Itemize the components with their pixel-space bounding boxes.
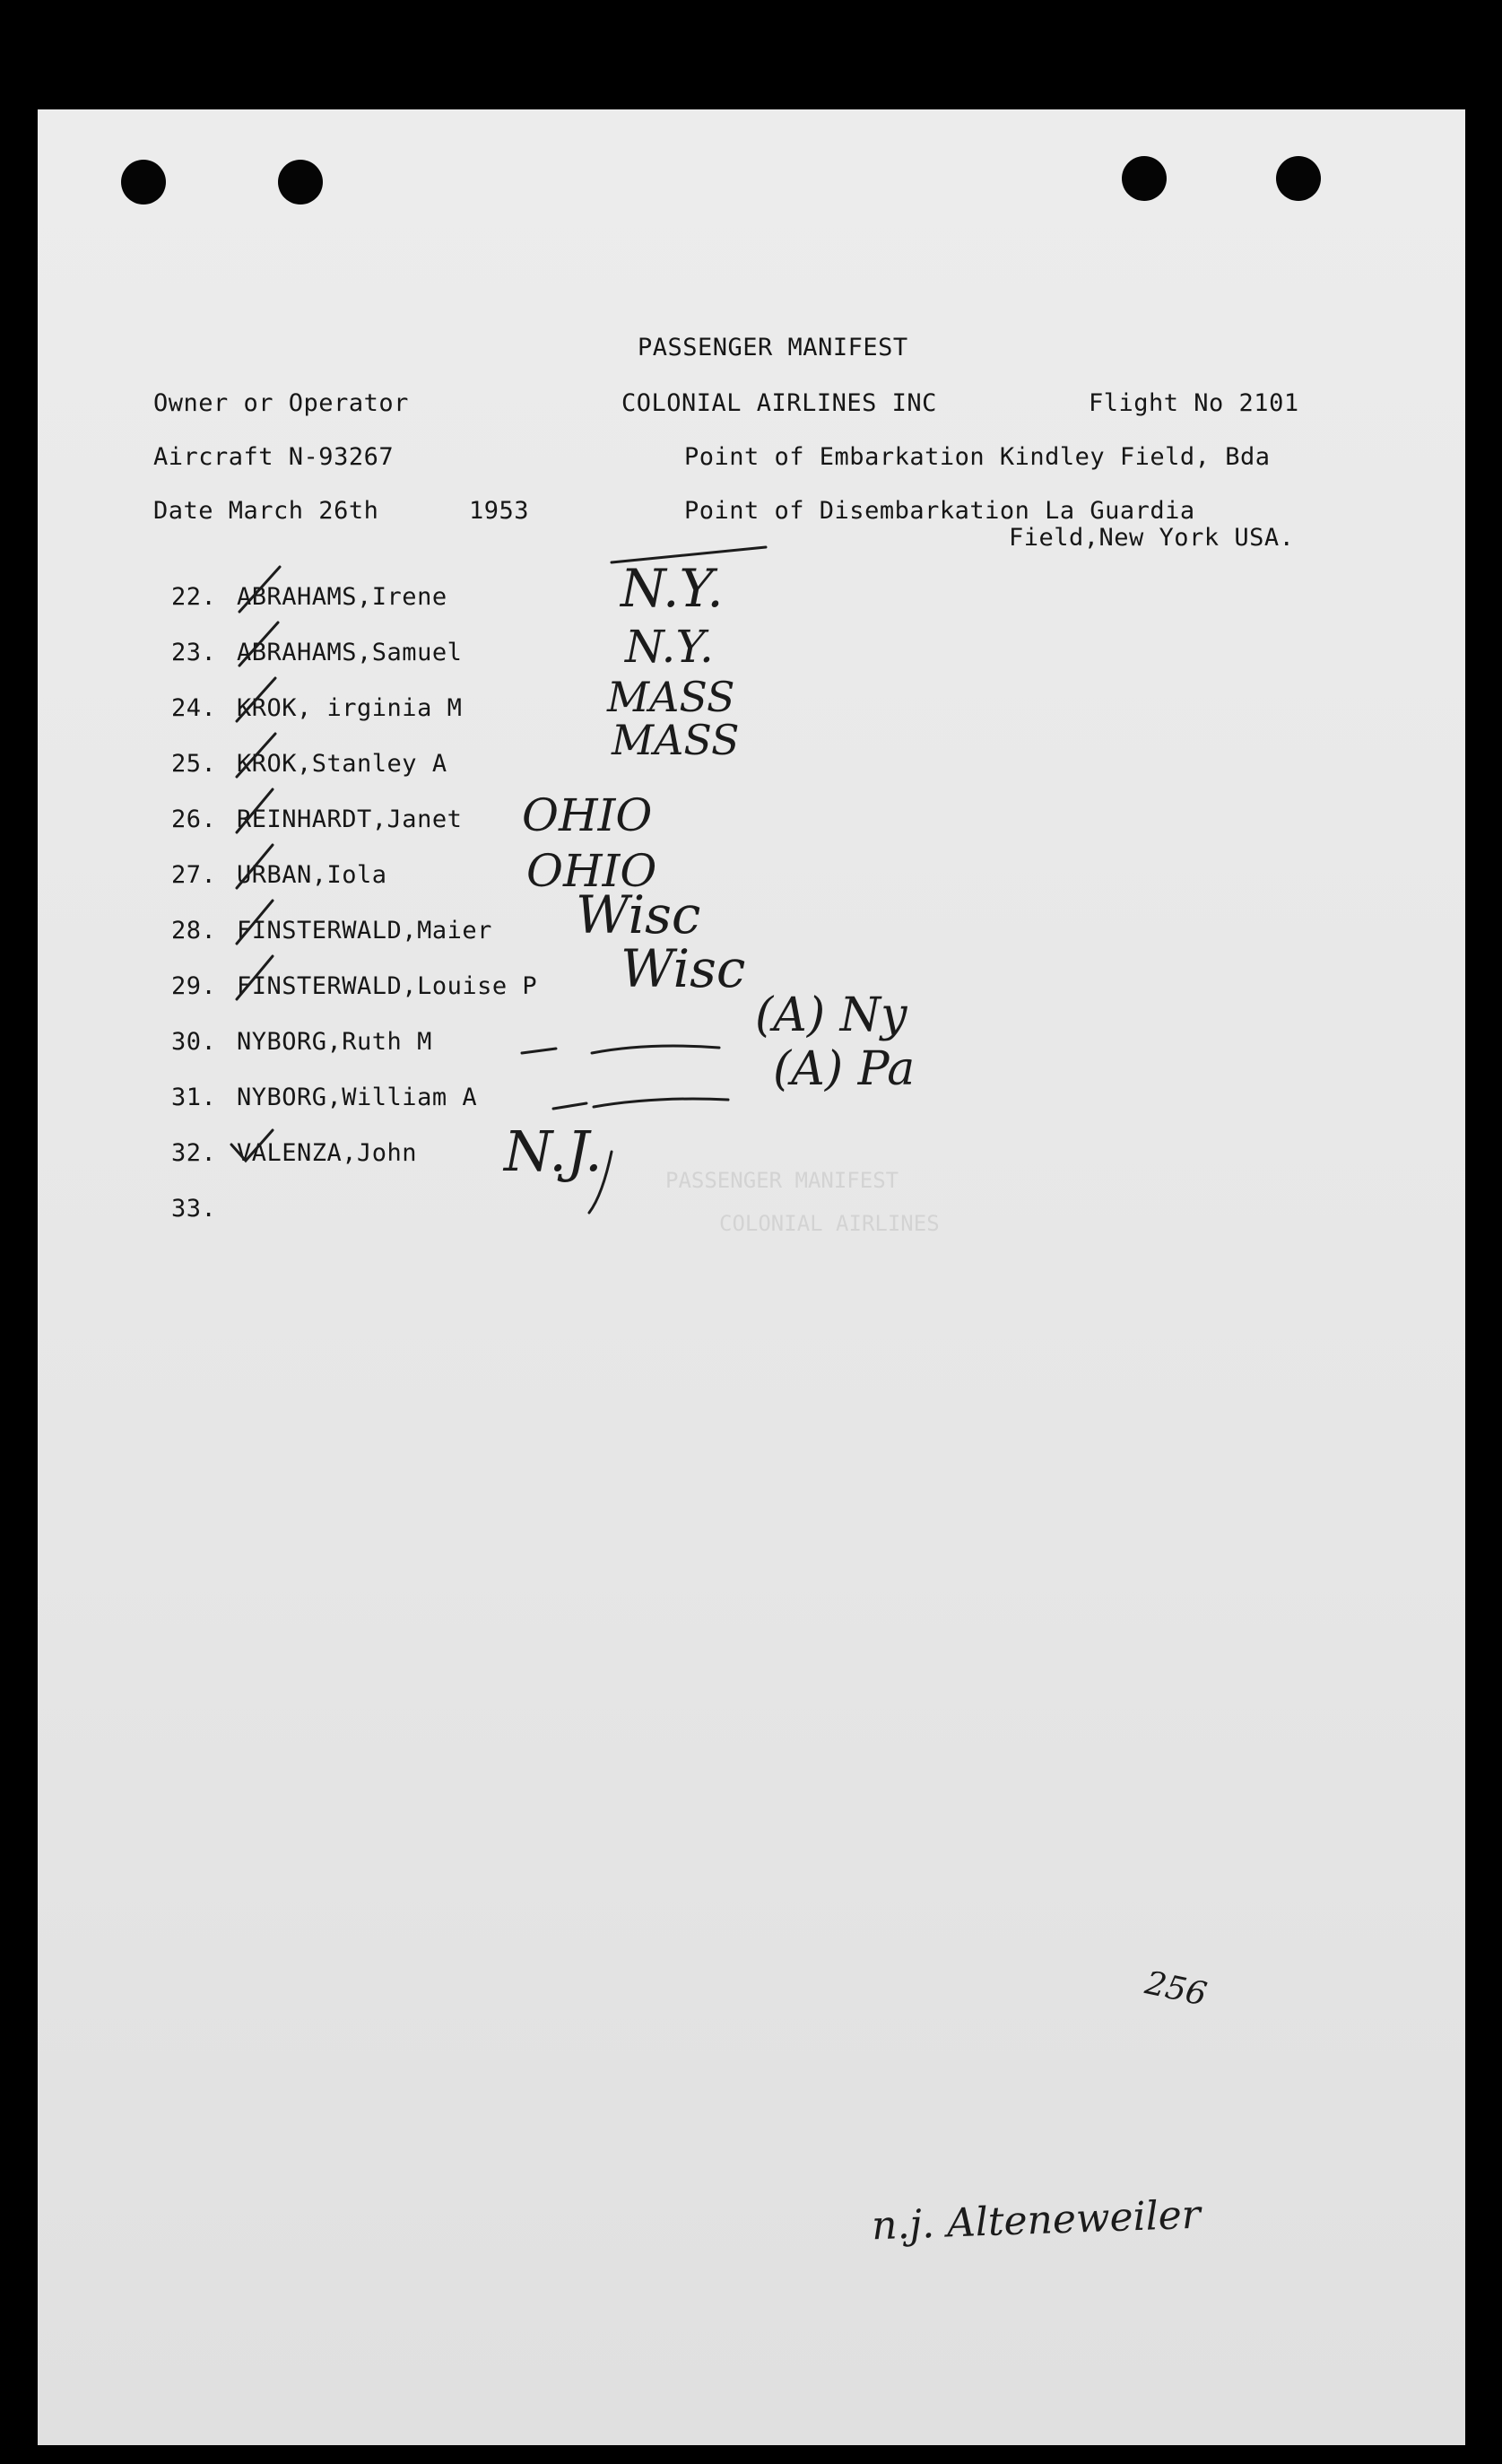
pen-strokes — [38, 109, 1465, 2445]
year: 1953 — [469, 497, 530, 525]
owner-label: Owner or Operator — [153, 389, 409, 417]
passenger-number: 25. — [171, 750, 217, 778]
state-note: N.J. — [504, 1119, 603, 1184]
state-note: MASS — [607, 673, 735, 721]
passenger-number: 22. — [171, 583, 217, 611]
embarkation: Point of Embarkation Kindley Field, Bda — [684, 443, 1271, 471]
state-note: N.Y. — [621, 558, 724, 619]
passenger-number: 26. — [171, 805, 217, 833]
passenger-name: ABRAHAMS,Irene — [237, 583, 447, 611]
passenger-name: KROK, irginia M — [237, 694, 463, 722]
state-note: (A) Ny — [755, 988, 907, 1042]
bleed-through-text: PASSENGER MANIFEST — [665, 1168, 899, 1193]
passenger-number: 23. — [171, 639, 217, 666]
date: Date March 26th — [153, 497, 379, 525]
passenger-number: 33. — [171, 1195, 217, 1223]
passenger-number: 29. — [171, 972, 217, 1000]
passenger-number: 24. — [171, 694, 217, 722]
passenger-number: 31. — [171, 1084, 217, 1111]
passenger-name: ABRAHAMS,Samuel — [237, 639, 463, 666]
passenger-name: NYBORG,Ruth M — [237, 1028, 432, 1056]
signature: n.j. Alteneweiler — [871, 2191, 1202, 2250]
state-note: Wisc — [621, 938, 746, 999]
disembarkation-line-1: Point of Disembarkation La Guardia — [684, 497, 1195, 525]
bleed-through-text: COLONIAL AIRLINES — [719, 1211, 940, 1236]
page-number: 256 — [1142, 1964, 1211, 2014]
passenger-name: FINSTERWALD,Maier — [237, 917, 492, 945]
manifest-title: PASSENGER MANIFEST — [638, 334, 908, 361]
passenger-name: REINHARDT,Janet — [237, 805, 463, 833]
passenger-number: 32. — [171, 1139, 217, 1167]
state-note: Wisc — [576, 884, 701, 945]
state-note: OHIO — [526, 845, 657, 897]
passenger-number: 28. — [171, 917, 217, 945]
state-note: (A) Pa — [773, 1042, 916, 1096]
passenger-number: 30. — [171, 1028, 217, 1056]
passenger-number: 27. — [171, 861, 217, 889]
passenger-name: FINSTERWALD,Louise P — [237, 972, 538, 1000]
manifest-page — [38, 109, 1465, 2445]
aircraft: Aircraft N-93267 — [153, 443, 395, 471]
passenger-name: KROK,Stanley A — [237, 750, 447, 778]
passenger-name: VALENZA,John — [237, 1139, 418, 1167]
passenger-name: URBAN,Iola — [237, 861, 387, 889]
state-note: OHIO — [522, 789, 653, 841]
disembarkation-line-2: Field,New York USA. — [1009, 524, 1295, 552]
state-note: MASS — [612, 716, 740, 764]
owner-value: COLONIAL AIRLINES INC — [621, 389, 937, 417]
passenger-name: NYBORG,William A — [237, 1084, 478, 1111]
flight-number: Flight No 2101 — [1089, 389, 1299, 417]
state-note: N.Y. — [625, 621, 714, 673]
